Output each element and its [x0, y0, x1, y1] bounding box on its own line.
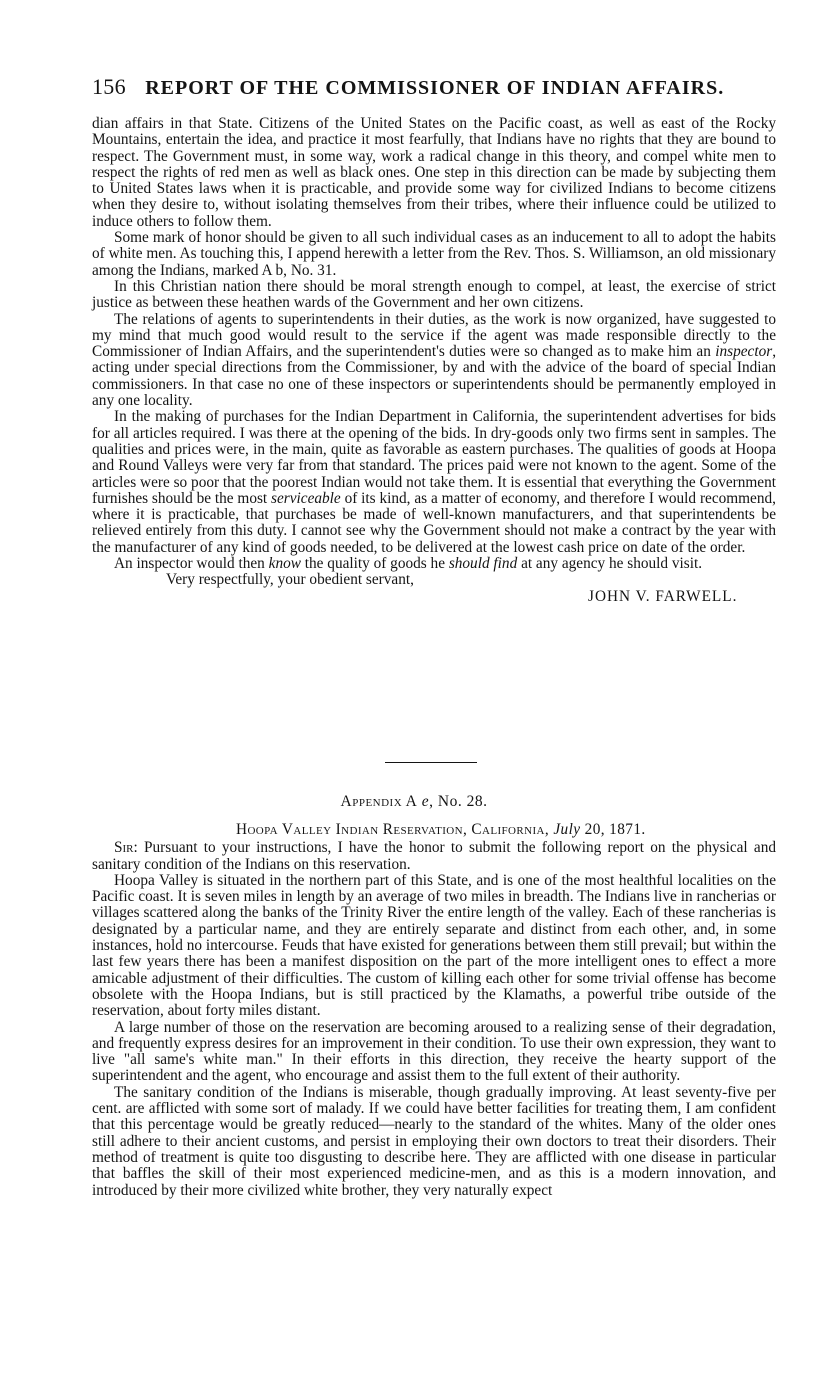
dateline-date: 20, 1871. — [584, 821, 646, 838]
text-run: In the making of purchases for the Indian Department in California, the superintendent advertises for bids for all articles required. I was there at the opening of the bids. In dry-goods only two firms sent in samples. The qualities and prices were, in the main, quite as favorable as eastern purchases. The qualities of goods at Hoopa and Round Valleys were very far from that standard. The prices paid were not known to the agent. Some of the articles were so poor that the poorest Indian would not take them. It is essential that everything the Government furnishes should be the most — [92, 408, 776, 507]
text-run: Pursuant to your instructions, I have the honor to submit the following report on the physical and sanitary condition of the Indians on this reservation. — [92, 839, 776, 873]
emphasis: should find — [448, 555, 518, 573]
dateline-place: Hoopa Valley Indian Reservation, California, — [236, 821, 550, 838]
appendix-label: Appendix A — [340, 793, 418, 810]
text-run: the quality of goods he — [304, 555, 445, 573]
paragraph: Hoopa Valley is situated in the northern part of this State, and is one of the most healthful localities on the Pacific coast. It is seven miles in length by an average of two miles in breadth. The Indians live in rancherias or villages scattered along the banks of the Trinity River the entire length of the valley. Each of these rancherias is designated by a particular name, and they are entirely separate and distinct from each other, and, in some instances, hold no intercourse. Feuds that have existed for generations between them still prevail; but within the last few years there has been a manifest disposition on the part of the more intelligent ones to effect a more amicable adjustment of their difficulties. The custom of killing each other for some trivial offense has become obsolete with the Hoopa Indians, but is still practiced by the Klamaths, a powerful tribe outside of the reservation, about forty miles distant. — [92, 871, 776, 1020]
dateline — [92, 822, 776, 838]
running-header — [92, 74, 782, 100]
emphasis: inspector — [715, 343, 773, 361]
paragraph — [92, 409, 776, 556]
paragraph: Some mark of honor should be given to all such individual cases as an inducement to all to adopt the habits of white men. As touching this, I append herewith a letter from the Rev. Thos. S. Williamson, an old missionary among the Indians, marked A b, No. 31. — [92, 229, 776, 279]
signature: JOHN V. FARWELL. — [588, 587, 738, 605]
dateline-month: July — [553, 821, 581, 838]
text-run: of its kind, as a matter of economy, and therefore I would recommend, where it is practicable, that purchases be made of well-known manufacturers, and that superintendents be relieved entirely from this duty. I cannot see why the Government should not make a contract by the year with the manufacturer of any kind of goods needed, to be delivered at the lowest cash price on date of the order. — [92, 489, 776, 556]
paragraph: dian affairs in that State. Citizens of the United States on the Pacific coast, as well as east of the Rocky Mountains, entertain the idea, and practice it most fearfully, that Indians have no rights that they are bound to respect. The Government must, in some way, work a radical change in this theory, and compel white men to respect the rights of red men as well as black ones. One step in this direction can be made by subjecting them to United States laws when it is practicable, and provide some way for civilized Indians to become citizens when they desire to, without isolating themselves from their tribes, where their influence could be utilized to induce others to follow them. — [92, 115, 776, 230]
section-divider — [385, 762, 477, 763]
letter-body — [92, 116, 776, 605]
appendix-number: , No. 28. — [429, 793, 488, 810]
closing-line: Very respectfully, your obedient servant, — [166, 571, 414, 589]
report-body — [92, 822, 776, 1199]
text-run: An inspector would then — [114, 555, 265, 573]
paragraph — [92, 840, 776, 873]
text-run: at any agency he should visit. — [521, 555, 703, 573]
text-run: , acting under special directions from the Commissioner, by and with the advice of the board of special Indian commissioners. In that case no one of these inspectors or superintendents should be permanently employed in any one locality. — [92, 343, 777, 410]
paragraph — [92, 556, 776, 572]
page-number: 156 — [92, 74, 126, 99]
appendix-letter: e — [421, 793, 430, 810]
paragraph: The sanitary condition of the Indians is miserable, though gradually improving. At least seventy-five per cent. are afflicted with some sort of malady. If we could have better facilities for treating them, I am confident that this percentage would be greatly reduced—nearly to the standard of the whites. Many of the older ones still adhere to their ancient customs, and persist in employing their own doctors to treat their disorders. Their method of treatment is quite too disgusting to describe here. They are afflicted with one disease in particular that baffles the skill of their most experienced medicine-men, and as this is a modern innovation, and introduced by their more civilized white brother, they very naturally expect — [92, 1083, 776, 1199]
paragraph: A large number of those on the reservation are becoming aroused to a realizing sense of their degradation, and frequently express desires for an improvement in their condition. To use their own expression, they want to live "all same's white man." In their efforts in this direction, they receive the hearty support of the superintendent and the agent, who encourage and assist them to the full extent of their authority. — [92, 1018, 776, 1085]
paragraph: In this Christian nation there should be moral strength enough to compel, at least, the exercise of strict justice as between these heathen wards of the Government and her own citizens. — [92, 277, 776, 312]
appendix-heading — [0, 793, 828, 811]
emphasis: know — [268, 555, 301, 573]
running-title: REPORT OF THE COMMISSIONER OF INDIAN AFFAIRS. — [145, 77, 725, 99]
emphasis: serviceable — [271, 489, 341, 507]
paragraph — [92, 312, 776, 410]
text-run: The relations of agents to superintendents in their duties, as the work is now organized, have suggested to my mind that much good would result to the service if the agent was made responsible directly to the Commissioner of Indian Affairs, and the superintendent's duties were so changed as to make him an — [92, 310, 776, 361]
salutation: Sir: — [114, 839, 138, 857]
